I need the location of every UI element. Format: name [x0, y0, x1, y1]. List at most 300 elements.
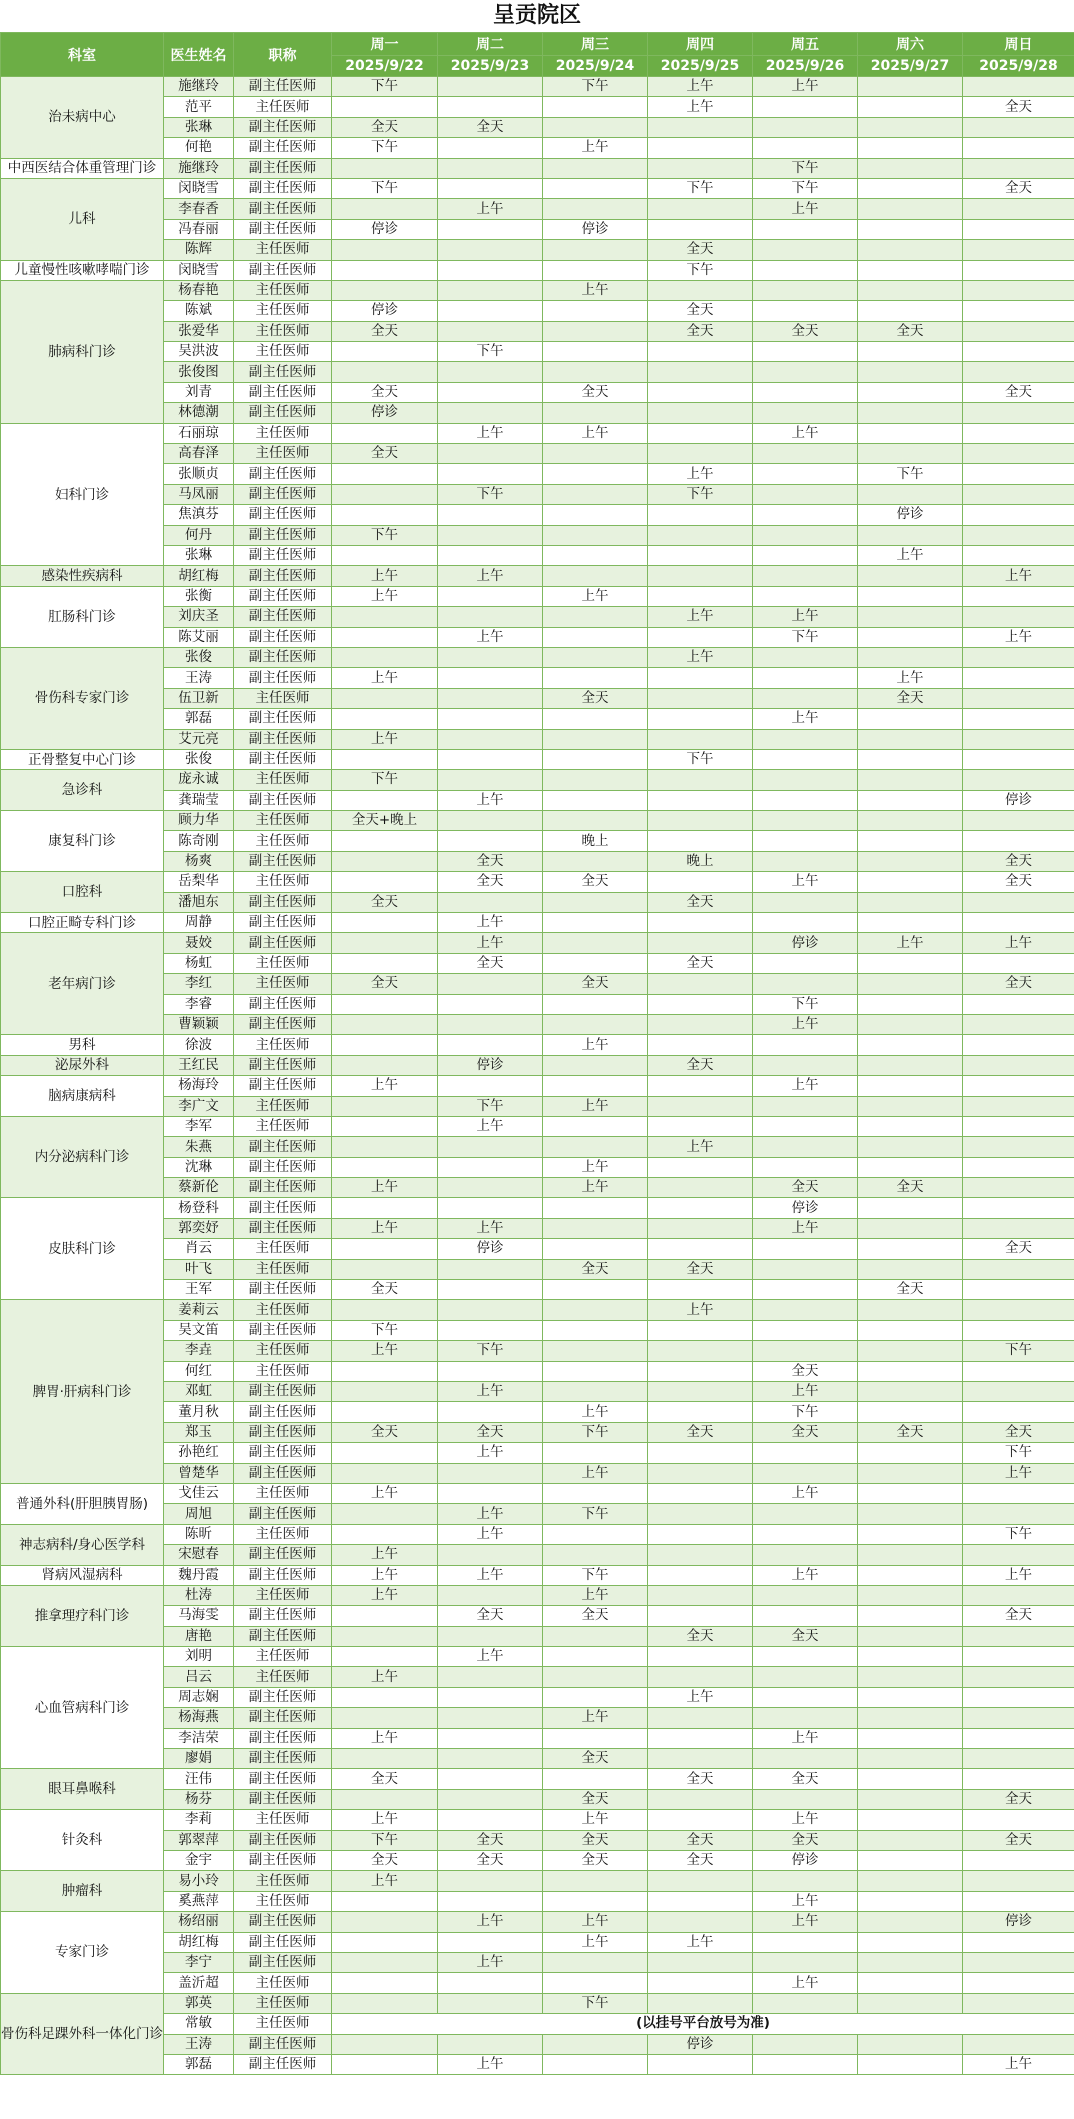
doctor-name-cell: 郭翠萍 [164, 1830, 234, 1850]
schedule-cell: 全天 [332, 892, 438, 912]
doctor-title-cell: 主任医师 [234, 1871, 332, 1891]
schedule-cell: 上午 [543, 138, 648, 158]
schedule-cell: 全天 [438, 1606, 543, 1626]
schedule-cell [332, 362, 438, 382]
doctor-name-cell: 张琳 [164, 545, 234, 565]
schedule-cell [648, 138, 753, 158]
schedule-cell [963, 1728, 1074, 1748]
schedule-cell [438, 1137, 543, 1157]
schedule-cell [438, 403, 543, 423]
schedule-cell [332, 627, 438, 647]
schedule-cell [543, 1687, 648, 1707]
schedule-cell [543, 851, 648, 871]
schedule-cell [858, 2054, 963, 2074]
schedule-cell [543, 1483, 648, 1503]
doctor-title-cell: 主任医师 [234, 1483, 332, 1503]
schedule-cell [543, 994, 648, 1014]
schedule-cell [543, 1769, 648, 1789]
doctor-name-cell: 林德潮 [164, 403, 234, 423]
schedule-cell: 全天 [753, 321, 858, 341]
schedule-cell [963, 1014, 1074, 1034]
schedule-cell: 全天 [332, 444, 438, 464]
schedule-cell [858, 423, 963, 443]
doctor-title-cell: 副主任医师 [234, 545, 332, 565]
doctor-name-cell: 刘庆圣 [164, 607, 234, 627]
schedule-cell [543, 1952, 648, 1972]
schedule-cell [963, 1096, 1074, 1116]
doctor-title-cell: 主任医师 [234, 1524, 332, 1544]
doctor-title-cell: 主任医师 [234, 1239, 332, 1259]
schedule-cell [753, 1871, 858, 1891]
schedule-cell [438, 974, 543, 994]
doctor-title-cell: 副主任医师 [234, 586, 332, 606]
schedule-cell [753, 668, 858, 688]
schedule-cell: 上午 [753, 709, 858, 729]
schedule-cell [543, 199, 648, 219]
schedule-cell [648, 1198, 753, 1218]
schedule-cell [543, 464, 648, 484]
schedule-cell [332, 505, 438, 525]
doctor-title-cell: 副主任医师 [234, 790, 332, 810]
schedule-cell: 上午 [438, 790, 543, 810]
table-row [1, 423, 1074, 443]
schedule-cell [858, 1014, 963, 1034]
schedule-cell [753, 1463, 858, 1483]
schedule-cell [858, 1769, 963, 1789]
schedule-cell: 上午 [753, 1218, 858, 1238]
schedule-cell [753, 1137, 858, 1157]
doctor-title-cell: 副主任医师 [234, 117, 332, 137]
schedule-cell [858, 1137, 963, 1157]
schedule-cell [858, 1952, 963, 1972]
schedule-cell [543, 240, 648, 260]
doctor-name-cell: 石丽琼 [164, 423, 234, 443]
doctor-title-cell: 副主任医师 [234, 362, 332, 382]
schedule-cell [438, 545, 543, 565]
schedule-cell: 上午 [753, 1483, 858, 1503]
schedule-cell: 上午 [332, 1810, 438, 1830]
schedule-cell: 上午 [753, 1014, 858, 1034]
schedule-cell [858, 1687, 963, 1707]
schedule-cell [648, 790, 753, 810]
schedule-cell [963, 77, 1074, 97]
schedule-cell [648, 444, 753, 464]
schedule-cell [543, 1239, 648, 1259]
schedule-cell [543, 1116, 648, 1136]
schedule-cell [963, 770, 1074, 790]
department-cell: 正骨整复中心门诊 [1, 749, 164, 769]
schedule-cell [858, 1667, 963, 1687]
doctor-name-cell: 汪伟 [164, 1769, 234, 1789]
schedule-cell [332, 688, 438, 708]
schedule-cell [543, 260, 648, 280]
schedule-cell [332, 1993, 438, 2013]
schedule-cell [963, 1810, 1074, 1830]
schedule-cell: 上午 [753, 1076, 858, 1096]
schedule-cell: 上午 [438, 1116, 543, 1136]
schedule-cell [332, 260, 438, 280]
schedule-cell: 上午 [543, 1096, 648, 1116]
schedule-cell [753, 1239, 858, 1259]
doctor-name-cell: 李宁 [164, 1952, 234, 1972]
doctor-name-cell: 曾楚华 [164, 1463, 234, 1483]
schedule-cell [332, 953, 438, 973]
schedule-cell [648, 1524, 753, 1544]
doctor-name-cell: 张琳 [164, 117, 234, 137]
schedule-cell: 上午 [648, 1300, 753, 1320]
schedule-cell: 上午 [753, 1382, 858, 1402]
schedule-cell: 上午 [332, 1871, 438, 1891]
schedule-cell [543, 1382, 648, 1402]
schedule-cell [858, 219, 963, 239]
schedule-cell [753, 301, 858, 321]
schedule-cell [648, 811, 753, 831]
schedule-cell [543, 790, 648, 810]
department-cell: 肛肠科门诊 [1, 586, 164, 647]
schedule-cell [858, 240, 963, 260]
schedule-cell [543, 117, 648, 137]
schedule-cell [858, 1850, 963, 1870]
schedule-cell [753, 1116, 858, 1136]
schedule-cell [858, 811, 963, 831]
schedule-table [0, 32, 1074, 2075]
schedule-cell [332, 1606, 438, 1626]
schedule-cell [438, 1667, 543, 1687]
schedule-cell: 上午 [648, 77, 753, 97]
schedule-cell [438, 831, 543, 851]
schedule-cell [648, 545, 753, 565]
schedule-cell [332, 647, 438, 667]
doctor-title-cell: 副主任医师 [234, 199, 332, 219]
schedule-cell [332, 1626, 438, 1646]
schedule-cell [648, 1076, 753, 1096]
doctor-title-cell: 主任医师 [234, 97, 332, 117]
schedule-cell: 下午 [332, 1320, 438, 1340]
doctor-title-cell: 主任医师 [234, 1341, 332, 1361]
schedule-cell [332, 342, 438, 362]
schedule-cell [648, 280, 753, 300]
schedule-cell [963, 1157, 1074, 1177]
doctor-name-cell: 张俊 [164, 749, 234, 769]
schedule-cell: 下午 [543, 1565, 648, 1585]
doctor-title-cell: 副主任医师 [234, 1932, 332, 1952]
schedule-cell: 上午 [332, 1341, 438, 1361]
schedule-cell [332, 1157, 438, 1177]
schedule-cell: 全天 [438, 1830, 543, 1850]
schedule-cell [648, 1973, 753, 1993]
doctor-name-cell: 伍卫新 [164, 688, 234, 708]
schedule-cell: 上午 [332, 1585, 438, 1605]
schedule-cell [753, 688, 858, 708]
schedule-cell: 全天 [648, 1259, 753, 1279]
schedule-cell: 上午 [543, 586, 648, 606]
header-date: 2025/9/27 [858, 56, 963, 77]
schedule-cell [858, 403, 963, 423]
schedule-cell: 全天 [753, 1422, 858, 1442]
doctor-name-cell: 李莉 [164, 1810, 234, 1830]
department-cell: 脾胃·肝病科门诊 [1, 1300, 164, 1484]
schedule-cell [648, 1402, 753, 1422]
schedule-cell [963, 1402, 1074, 1422]
doctor-title-cell: 副主任医师 [234, 178, 332, 198]
schedule-cell [753, 851, 858, 871]
schedule-cell: 上午 [648, 1137, 753, 1157]
schedule-cell [438, 1280, 543, 1300]
doctor-name-cell: 施继玲 [164, 158, 234, 178]
doctor-title-cell: 副主任医师 [234, 933, 332, 953]
doctor-name-cell: 戈佳云 [164, 1483, 234, 1503]
schedule-cell: 全天 [332, 382, 438, 402]
schedule-cell [543, 2034, 648, 2054]
schedule-cell: 全天 [648, 1626, 753, 1646]
schedule-cell: 全天 [858, 321, 963, 341]
doctor-name-cell: 杜涛 [164, 1585, 234, 1605]
schedule-cell: 全天 [543, 1850, 648, 1870]
schedule-cell [858, 872, 963, 892]
schedule-cell [438, 77, 543, 97]
schedule-cell [858, 851, 963, 871]
schedule-cell [438, 505, 543, 525]
schedule-cell: 上午 [753, 1728, 858, 1748]
schedule-cell [543, 749, 648, 769]
schedule-cell [963, 1769, 1074, 1789]
schedule-cell [648, 933, 753, 953]
schedule-cell: 上午 [543, 1157, 648, 1177]
schedule-cell [858, 627, 963, 647]
header-date: 2025/9/26 [753, 56, 858, 77]
schedule-cell [858, 1606, 963, 1626]
doctor-title-cell: 副主任医师 [234, 1198, 332, 1218]
schedule-cell [963, 158, 1074, 178]
doctor-title-cell: 主任医师 [234, 1810, 332, 1830]
schedule-cell: 上午 [332, 1728, 438, 1748]
schedule-cell [963, 1116, 1074, 1136]
schedule-cell [963, 545, 1074, 565]
doctor-title-cell: 副主任医师 [234, 1178, 332, 1198]
schedule-cell: 上午 [543, 280, 648, 300]
schedule-cell [438, 525, 543, 545]
schedule-cell [858, 607, 963, 627]
schedule-cell: 全天 [543, 1789, 648, 1809]
schedule-cell [332, 1891, 438, 1911]
table-row [1, 749, 1074, 769]
schedule-cell [858, 178, 963, 198]
schedule-cell [858, 1076, 963, 1096]
schedule-cell [858, 1565, 963, 1585]
schedule-cell: 全天 [648, 892, 753, 912]
doctor-title-cell: 主任医师 [234, 831, 332, 851]
schedule-cell [858, 913, 963, 933]
doctor-title-cell: 副主任医师 [234, 668, 332, 688]
table-row [1, 1055, 1074, 1075]
schedule-cell [963, 403, 1074, 423]
schedule-cell [753, 444, 858, 464]
schedule-cell [858, 1810, 963, 1830]
doctor-title-cell: 副主任医师 [234, 892, 332, 912]
schedule-cell [963, 1361, 1074, 1381]
doctor-title-cell: 主任医师 [234, 1096, 332, 1116]
doctor-name-cell: 施继玲 [164, 77, 234, 97]
schedule-cell: 下午 [648, 749, 753, 769]
schedule-cell [963, 831, 1074, 851]
schedule-cell [963, 138, 1074, 158]
schedule-cell [753, 1606, 858, 1626]
schedule-cell [438, 1585, 543, 1605]
schedule-cell [858, 77, 963, 97]
schedule-cell [438, 892, 543, 912]
schedule-cell [438, 1749, 543, 1769]
schedule-cell: 全天 [648, 1422, 753, 1442]
schedule-cell [332, 1912, 438, 1932]
schedule-cell: 下午 [438, 1341, 543, 1361]
department-cell: 感染性疾病科 [1, 566, 164, 586]
schedule-cell [858, 280, 963, 300]
schedule-cell [753, 362, 858, 382]
schedule-cell [648, 1178, 753, 1198]
schedule-cell [858, 444, 963, 464]
schedule-cell [438, 709, 543, 729]
schedule-cell: 全天 [753, 1830, 858, 1850]
doctor-name-cell: 杨芬 [164, 1789, 234, 1809]
header-date: 2025/9/25 [648, 56, 753, 77]
doctor-name-cell: 王红民 [164, 1055, 234, 1075]
schedule-cell: 下午 [332, 77, 438, 97]
schedule-cell: 上午 [332, 729, 438, 749]
doctor-name-cell: 郭奕妤 [164, 1218, 234, 1238]
schedule-cell [332, 2034, 438, 2054]
doctor-name-cell: 郑玉 [164, 1422, 234, 1442]
schedule-cell [963, 464, 1074, 484]
doctor-title-cell: 主任医师 [234, 240, 332, 260]
schedule-cell [753, 749, 858, 769]
schedule-cell [858, 138, 963, 158]
schedule-cell [858, 647, 963, 667]
schedule-cell [858, 1382, 963, 1402]
schedule-cell: 上午 [438, 1952, 543, 1972]
doctor-name-cell: 奚燕萍 [164, 1891, 234, 1911]
doctor-name-cell: 肖云 [164, 1239, 234, 1259]
table-row [1, 1871, 1074, 1891]
schedule-cell [858, 1055, 963, 1075]
schedule-cell: 上午 [753, 423, 858, 443]
schedule-cell [648, 709, 753, 729]
doctor-name-cell: 李军 [164, 1116, 234, 1136]
schedule-cell: 上午 [753, 607, 858, 627]
schedule-cell [753, 280, 858, 300]
table-row [1, 1565, 1074, 1585]
schedule-cell [648, 1341, 753, 1361]
doctor-title-cell: 副主任医师 [234, 1076, 332, 1096]
department-cell: 骨伤科足踝外科一体化门诊 [1, 1993, 164, 2075]
doctor-title-cell: 主任医师 [234, 1891, 332, 1911]
schedule-cell [332, 158, 438, 178]
doctor-title-cell: 副主任医师 [234, 505, 332, 525]
schedule-cell [648, 2054, 753, 2074]
schedule-cell: 上午 [543, 1810, 648, 1830]
schedule-cell [438, 1973, 543, 1993]
schedule-cell [858, 1932, 963, 1952]
schedule-cell [753, 1280, 858, 1300]
schedule-cell [332, 484, 438, 504]
schedule-cell [543, 1667, 648, 1687]
schedule-cell [648, 1280, 753, 1300]
schedule-cell [648, 1443, 753, 1463]
schedule-cell: 停诊 [858, 505, 963, 525]
schedule-cell [332, 1749, 438, 1769]
schedule-cell [543, 444, 648, 464]
schedule-cell [543, 1728, 648, 1748]
doctor-name-cell: 周旭 [164, 1504, 234, 1524]
schedule-cell [438, 1932, 543, 1952]
doctor-name-cell: 张爱华 [164, 321, 234, 341]
schedule-cell: 上午 [753, 1810, 858, 1830]
schedule-cell [438, 2034, 543, 2054]
schedule-cell [648, 566, 753, 586]
schedule-cell [753, 1585, 858, 1605]
schedule-cell [963, 1320, 1074, 1340]
schedule-cell [963, 1952, 1074, 1972]
schedule-cell [648, 974, 753, 994]
doctor-name-cell: 陈昕 [164, 1524, 234, 1544]
schedule-cell [332, 1524, 438, 1544]
schedule-cell [858, 1545, 963, 1565]
doctor-name-cell: 周志娴 [164, 1687, 234, 1707]
schedule-cell [648, 1320, 753, 1340]
schedule-cell [648, 1952, 753, 1972]
schedule-cell [648, 219, 753, 239]
doctor-title-cell: 副主任医师 [234, 219, 332, 239]
schedule-cell [753, 464, 858, 484]
schedule-cell [438, 1463, 543, 1483]
schedule-cell: 上午 [332, 668, 438, 688]
schedule-cell: 下午 [963, 1443, 1074, 1463]
doctor-name-cell: 杨海燕 [164, 1708, 234, 1728]
schedule-cell [648, 627, 753, 647]
department-cell: 皮肤科门诊 [1, 1198, 164, 1300]
table-row [1, 1912, 1074, 1932]
schedule-cell [438, 1728, 543, 1748]
table-row [1, 913, 1074, 933]
doctor-title-cell: 副主任医师 [234, 1055, 332, 1075]
doctor-title-cell: 副主任医师 [234, 709, 332, 729]
department-cell: 推拿理疗科门诊 [1, 1585, 164, 1646]
doctor-name-cell: 金宇 [164, 1850, 234, 1870]
table-row [1, 1769, 1074, 1789]
doctor-title-cell: 副主任医师 [234, 260, 332, 280]
schedule-cell [858, 1300, 963, 1320]
schedule-cell: 停诊 [543, 219, 648, 239]
schedule-cell [543, 607, 648, 627]
schedule-cell [963, 362, 1074, 382]
schedule-cell [543, 484, 648, 504]
doctor-name-cell: 闵晓雪 [164, 178, 234, 198]
doctor-title-cell: 副主任医师 [234, 403, 332, 423]
schedule-cell [648, 1463, 753, 1483]
header-day: 周三 [543, 33, 648, 56]
schedule-cell [858, 1402, 963, 1422]
schedule-cell [963, 1585, 1074, 1605]
schedule-cell: 全天 [858, 1422, 963, 1442]
doctor-name-cell: 何丹 [164, 525, 234, 545]
schedule-cell: 全天 [858, 1178, 963, 1198]
doctor-name-cell: 李睿 [164, 994, 234, 1014]
schedule-cell [858, 1728, 963, 1748]
schedule-cell [858, 1973, 963, 1993]
schedule-cell [438, 994, 543, 1014]
table-row [1, 1483, 1074, 1503]
schedule-cell [858, 97, 963, 117]
doctor-name-cell: 陈辉 [164, 240, 234, 260]
